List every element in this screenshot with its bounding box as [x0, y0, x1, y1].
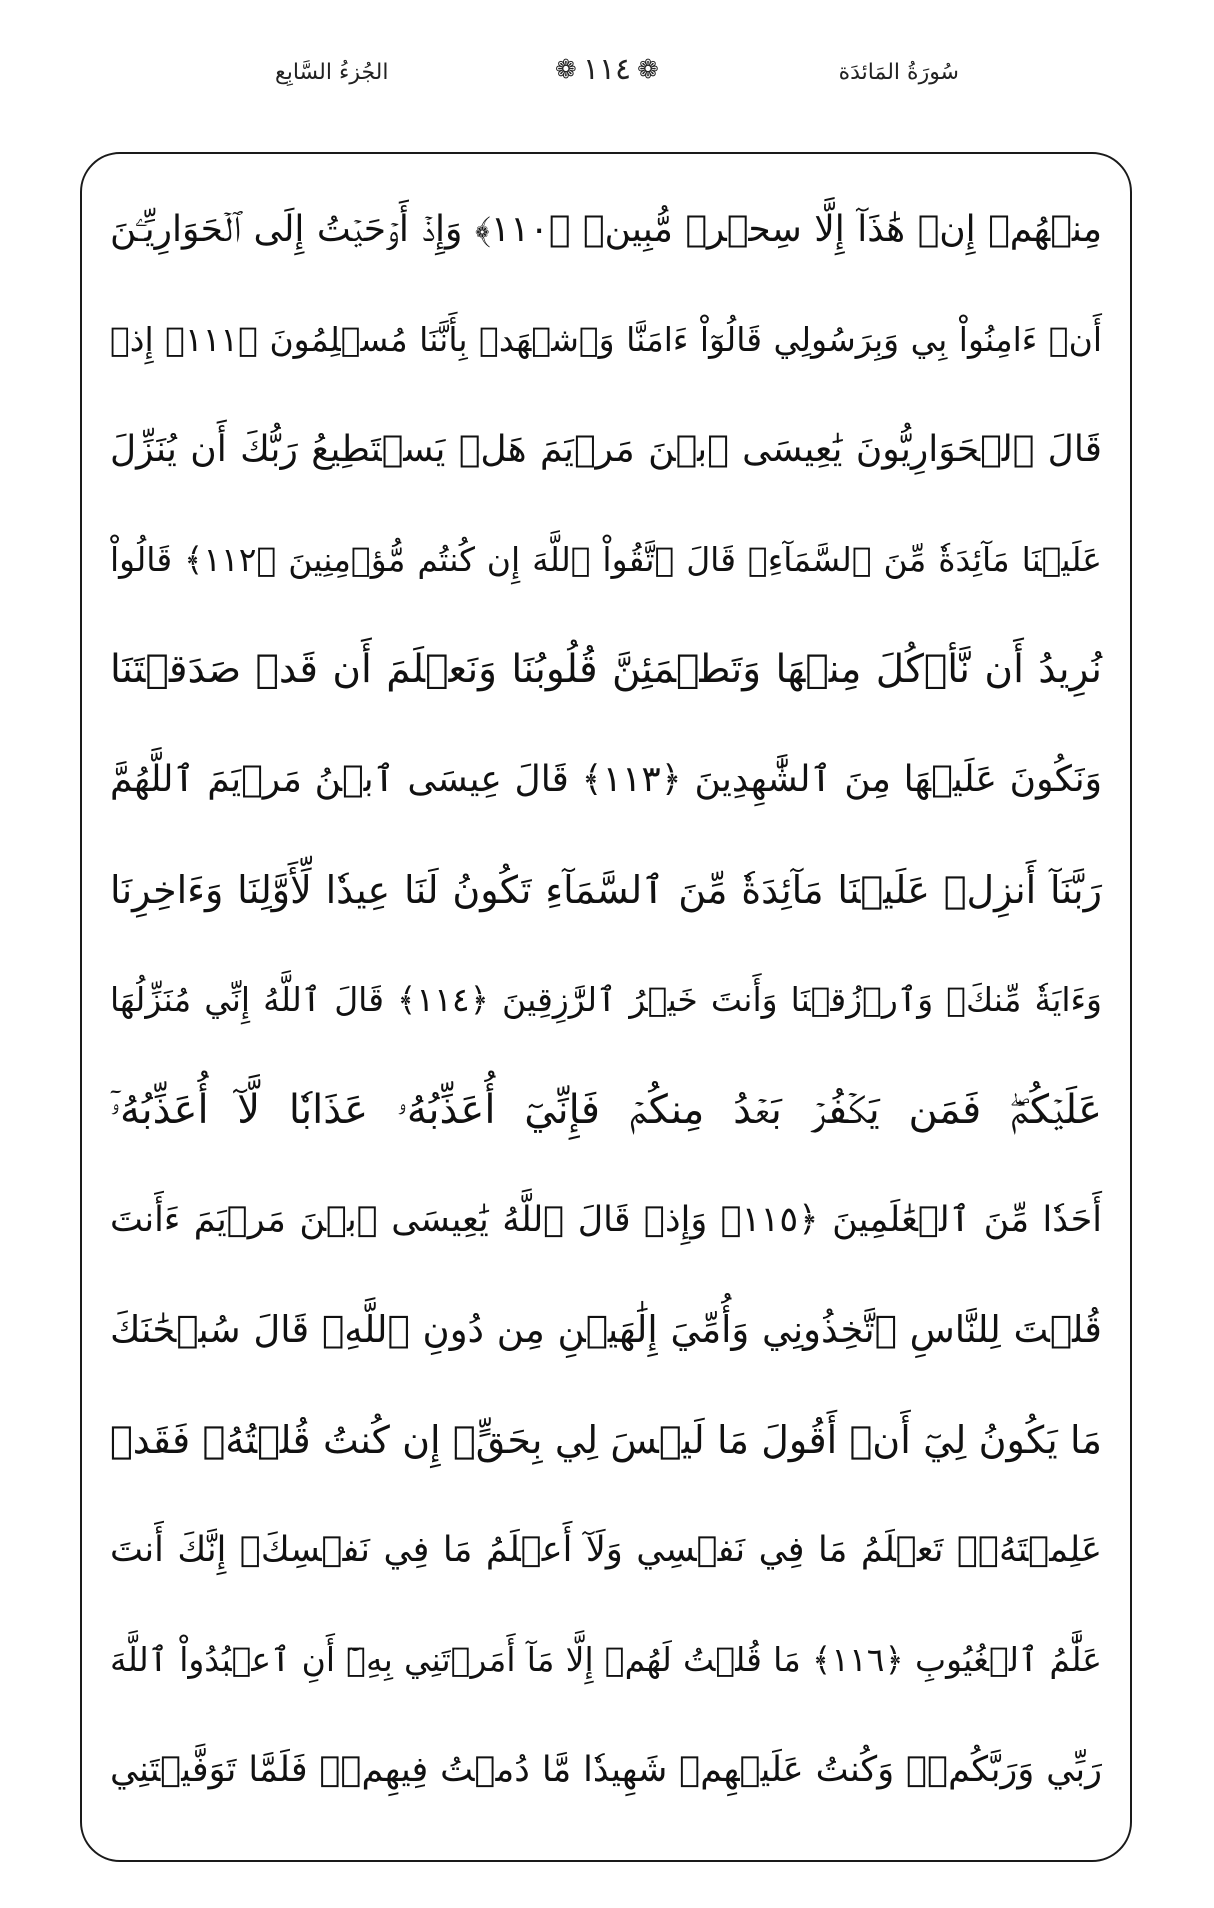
text-line: أَحَدٗا مِّنَ ٱلۡعَٰلَمِينَ ﴿١١٥﴾ وَإِذۡ قَالَ ٱللَّهُ يَٰعِيسَى ٱبۡنَ مَرۡيَمَ ءَأَنتَ: [110, 1200, 1102, 1240]
text-line: نُرِيدُ أَن نَّأۡكُلَ مِنۡهَا وَتَطۡمَئِنَّ قُلُوبُنَا وَنَعۡلَمَ أَن قَدۡ صَدَقۡتَنَا: [110, 647, 1102, 692]
juz-name: الجُزءُ السَّابِع: [275, 60, 389, 85]
text-line: وَءَايَةٗ مِّنكَۖ وَٱرۡزُقۡنَا وَأَنتَ خَيۡرُ ٱلرَّٰزِقِينَ ﴿١١٤﴾ قَالَ ٱللَّهُ إِنِّي مُنَزِّلُهَا: [110, 980, 1102, 1019]
page-number: ١١٤: [582, 52, 632, 87]
page-number-block: [555, 52, 659, 87]
text-line: عَلَيۡنَا مَآئِدَةٗ مِّنَ ٱلسَّمَآءِۖ قَالَ ٱتَّقُواْ ٱللَّهَ إِن كُنتُم مُّؤۡمِنِينَ ﴿١١٢﴾ قَالُواْ: [110, 540, 1102, 579]
text-line: أَنۡ ءَامِنُواْ بِي وَبِرَسُولِي قَالُوٓاْ ءَامَنَّا وَٱشۡهَدۡ بِأَنَّنَا مُسۡلِمُونَ ﴿١١١﴾ إِذۡ: [110, 320, 1103, 359]
text-line: رَبِّي وَرَبَّكُمۡۚ وَكُنتُ عَلَيۡهِمۡ شَهِيدٗا مَّا دُمۡتُ فِيهِمۡۖ فَلَمَّا تَوَفَّيۡتَنِي: [110, 1750, 1102, 1790]
text-line: قَالَ ٱلۡحَوَارِيُّونَ يَٰعِيسَى ٱبۡنَ مَرۡيَمَ هَلۡ يَسۡتَطِيعُ رَبُّكَ أَن يُنَزِّلَ: [110, 429, 1102, 470]
text-body: [110, 178, 1102, 1838]
surah-name: سُورَةُ المَائدَة: [838, 60, 959, 85]
text-line: عَلَّٰمُ ٱلۡغُيُوبِ ﴿١١٦﴾ مَا قُلۡتُ لَهُمۡ إِلَّا مَآ أَمَرۡتَنِي بِهِۦٓ أَنِ ٱعۡبُدُواْ ٱللَّهَ: [110, 1640, 1102, 1679]
text-line: مَا يَكُونُ لِيٓ أَنۡ أَقُولَ مَا لَيۡسَ لِي بِحَقٍّۚ إِن كُنتُ قُلۡتُهُۥ فَقَدۡ: [110, 1418, 1102, 1462]
text-line: عَلِمۡتَهُۥۚ تَعۡلَمُ مَا فِي نَفۡسِي وَلَآ أَعۡلَمُ مَا فِي نَفۡسِكَۚ إِنَّكَ أَنتَ: [110, 1530, 1102, 1570]
text-line: وَنَكُونَ عَلَيۡهَا مِنَ ٱلشَّٰهِدِينَ ﴿١١٣﴾ قَالَ عِيسَى ٱبۡنُ مَرۡيَمَ ٱللَّهُمَّ: [110, 759, 1102, 800]
text-line: قُلۡتَ لِلنَّاسِ ٱتَّخِذُونِي وَأُمِّيَ إِلَٰهَيۡنِ مِن دُونِ ٱللَّهِۖ قَالَ سُبۡحَٰنَكَ: [110, 1308, 1102, 1351]
text-line: مِنۡهُمۡ إِنۡ هَٰذَآ إِلَّا سِحۡرٞ مُّبِينٞ ﴿١١٠﴾ وَإِذۡ أَوۡحَيۡتُ إِلَى ٱلۡحَوَارِيِّـۧنَ: [110, 209, 1102, 250]
page-header: [0, 52, 1214, 112]
ornament-right-icon: ❁: [637, 54, 659, 85]
text-line: رَبَّنَآ أَنزِلۡ عَلَيۡنَا مَآئِدَةٗ مِّنَ ٱلسَّمَآءِ تَكُونُ لَنَا عِيدٗا لِّأَوَّلِنَا وَءَاخِرِنَا: [110, 868, 1102, 912]
ornament-left-icon: ❁: [555, 54, 577, 85]
text-line: عَلَيۡكُمۡۖ فَمَن يَكۡفُرۡ بَعۡدُ مِنكُمۡ فَإِنِّيٓ أُعَذِّبُهُۥ عَذَابٗا لَّآ أُعَذِّبُهُۥٓ: [110, 1087, 1102, 1133]
